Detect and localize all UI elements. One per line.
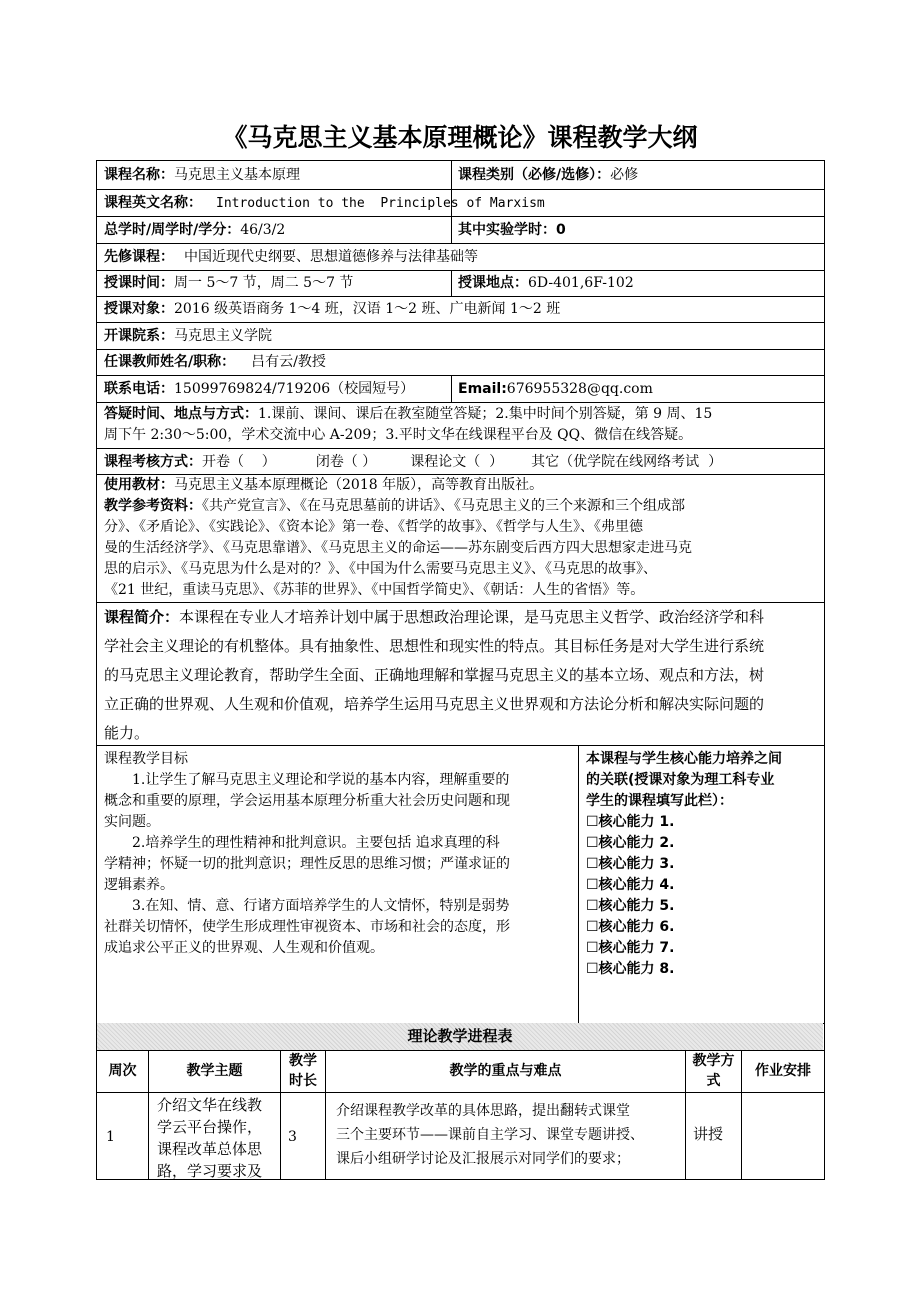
exam-cell (104, 449, 722, 475)
place-label: 授课地点： (458, 275, 528, 291)
core-ability-checkbox[interactable]: ☐核心能力 6. (586, 919, 675, 935)
header-hours-line: 时长 (289, 1073, 317, 1089)
page-title: 《马克思主义基本原理概论》课程教学大纲 (222, 123, 698, 152)
row1-method: 讲授 (693, 1125, 724, 1143)
place-cell (458, 270, 634, 296)
exam-other: 其它（优学院在线网络考试 ） (531, 454, 723, 470)
header-hours-line: 教学 (289, 1053, 317, 1069)
col-divider (578, 745, 579, 1023)
goals-line: 学精神；怀疑一切的批判意识；理性反思的思维习惯；严谨求证的 (104, 856, 510, 872)
course-type-cell (458, 162, 638, 188)
goals-line: 成追求公平正义的世界观、人生观和价值观。 (104, 940, 384, 956)
row1-topic (157, 1094, 279, 1182)
row1-week: 1 (106, 1129, 115, 1145)
qa-label: 答疑时间、地点与方式： (104, 406, 258, 422)
goals-line: 2.培养学生的理性精神和批判意识。主要包括 追求真理的科 (132, 835, 500, 851)
qa-line2: 周下午 2:30～5:00，学术交流中心 A-209；3.平时文华在线课程平台及 QQ、微信在线答疑。 (104, 427, 693, 443)
core-ability-checkbox[interactable]: ☐核心能力 2. (586, 835, 675, 851)
time-label: 授课时间： (104, 275, 174, 291)
col-divider (451, 216, 452, 243)
textbook-refs-cell (104, 475, 822, 601)
header-week: 周次 (108, 1063, 137, 1079)
course-type-value: 必修 (610, 167, 639, 183)
lab-hours-cell (458, 217, 566, 243)
row1-topic-line: 学云平台操作， (157, 1118, 263, 1136)
row1-focus (336, 1099, 684, 1171)
row-divider (96, 1092, 824, 1093)
core-ability-checkbox[interactable]: ☐核心能力 5. (586, 898, 675, 914)
header-hours (281, 1051, 325, 1091)
references-line: 《21 世纪，重读马克思》、《苏菲的世界》、《中国哲学简史》、《朝话：人生的省悟》等。 (104, 582, 645, 598)
header-focus: 教学的重点与难点 (449, 1063, 562, 1079)
references-line: 《共产党宣言》、《在马克思墓前的讲话》、《马克思主义的三个来源和三个组成部 (202, 498, 685, 514)
phone-cell (104, 376, 414, 402)
email-value: 676955328@qq.com (506, 381, 653, 397)
core-heading: 的关联(授课对象为理工科专业 (586, 772, 775, 788)
dept-label: 开课院系： (104, 328, 174, 344)
course-en-cell (104, 190, 545, 217)
header-topic: 教学主题 (186, 1063, 243, 1079)
email-label: Email: (458, 381, 507, 397)
textbook-value: 马克思主义基本原理概论（2018 年版），高等教育出版社。 (174, 477, 544, 493)
goals-line: 概念和重要的原理，学会运用基本原理分析重大社会历史问题和现 (104, 793, 510, 809)
course-name-label: 课程名称： (104, 167, 174, 183)
teacher-label: 任课教师姓名/职称： (104, 354, 236, 370)
row1-topic-line: 介绍文华在线教 (157, 1096, 263, 1114)
target-value: 2016 级英语商务 1～4 班，汉语 1～2 班、广电新闻 1～2 班 (174, 301, 561, 317)
place-value: 6D-401,6F-102 (528, 275, 634, 291)
intro-line: 学社会主义理论的有机整体。具有抽象性、思想性和现实性的特点。其目标任务是对大学生进行系统 (104, 637, 765, 655)
prereq-label: 先修课程： (104, 249, 174, 265)
goals-line: 社群关切情怀，使学生形成理性审视资本、市场和社会的态度，形 (104, 919, 510, 935)
header-method-line: 式 (706, 1073, 721, 1089)
exam-closed: 闭卷（ ） (315, 454, 377, 470)
references-line: 思的启示》、《马克思为什么是对的？》、《中国为什么需要马克思主义》、《马克思的故事》、 (104, 561, 657, 577)
course-name-value: 马克思主义基本原理 (174, 167, 300, 183)
core-ability-checkbox[interactable]: ☐核心能力 1. (586, 814, 675, 830)
lab-hours-label: 其中实验学时： (458, 222, 556, 238)
hours-cell (104, 217, 285, 243)
goals-line: 逻辑素养。 (104, 877, 174, 893)
lab-hours-value: 0 (556, 222, 566, 238)
phone-label: 联系电话： (104, 381, 174, 397)
goals-cell (104, 749, 574, 959)
core-heading: 学生的课程填写此栏）： (586, 793, 733, 809)
email-cell (458, 376, 653, 402)
core-ability-checkbox[interactable]: ☐核心能力 7. (586, 940, 675, 956)
intro-cell (104, 603, 822, 748)
intro-line: 本课程在专业人才培养计划中属于思想政治理论课，是马克思主义哲学、政治经济学和科 (179, 608, 765, 626)
prereq-cell (104, 244, 478, 270)
row1-focus-line: 介绍课程教学改革的具体思路，提出翻转式课堂 (336, 1103, 630, 1119)
exam-label: 课程考核方式： (104, 454, 202, 470)
goals-line: 1.让学生了解马克思主义理论和学说的基本内容，理解重要的 (132, 772, 510, 788)
course-type-label: 课程类别（必修/选修）： (458, 167, 611, 183)
references-line: 曼的生活经济学》、《马克思靠谱》、《马克思主义的命运——苏东剧变后西方四大思想家走进马克 (104, 540, 692, 556)
row1-hours: 3 (288, 1129, 297, 1145)
header-method-line: 教学方 (692, 1053, 735, 1069)
core-ability-checkbox[interactable]: ☐核心能力 8. (586, 961, 675, 977)
intro-line: 立正确的世界观、人生观和价值观，培养学生运用马克思主义世界观和方法论分析和解决实际问题的 (104, 695, 765, 713)
textbook-label: 使用教材： (104, 477, 174, 493)
header-method (686, 1051, 741, 1091)
goals-line: 实问题。 (104, 814, 160, 830)
header-homework: 作业安排 (755, 1063, 811, 1079)
teacher-cell (104, 349, 326, 375)
exam-open: 开卷（ ） (202, 454, 276, 470)
col-divider (451, 375, 452, 402)
exam-paper: 课程论文（ ） (410, 454, 504, 470)
course-en-label: 课程英文名称： (104, 195, 202, 211)
references-label: 教学参考资料： (104, 498, 202, 514)
dept-value: 马克思主义学院 (174, 328, 272, 344)
dept-cell (104, 323, 272, 349)
references-line: 分》、《矛盾论》、《实践论》、《资本论》第一卷、《哲学的故事》、《哲学与人生》、《弗里德 (104, 519, 643, 535)
target-cell (104, 296, 560, 322)
course-name-cell (104, 162, 300, 188)
intro-label: 课程简介： (104, 608, 180, 626)
row1-topic-line: 课程改革总体思 (157, 1140, 263, 1158)
core-heading: 本课程与学生核心能力培养之间 (586, 751, 782, 767)
teacher-value: 吕有云/教授 (251, 354, 326, 370)
hours-value: 46/3/2 (240, 222, 286, 238)
intro-line: 的马克思主义理论教育，帮助学生全面、正确地理解和掌握马克思主义的基本立场、观点和方法，树 (104, 666, 765, 684)
col-divider (451, 270, 452, 296)
row-divider (96, 402, 824, 403)
row1-focus-line: 课后小组研学讨论及汇报展示对同学们的要求； (336, 1151, 630, 1167)
time-cell (104, 270, 353, 296)
core-ability-cell (586, 749, 822, 980)
goals-heading: 课程教学目标 (104, 751, 188, 767)
row1-focus-line: 三个主要环节——课前自主学习、课堂专题讲授、 (336, 1127, 644, 1143)
intro-line: 能力。 (104, 724, 150, 742)
phone-value: 15099769824/719206（校园短号） (174, 381, 415, 397)
qa-line1: 1.课前、课间、课后在教室随堂答疑；2.集中时间个别答疑，第 9 周、15 (258, 406, 713, 422)
schedule-title: 理论教学进程表 (407, 1027, 513, 1045)
hours-label: 总学时/周学时/学分： (104, 222, 241, 238)
target-label: 授课对象： (104, 301, 174, 317)
core-ability-checkbox[interactable]: ☐核心能力 3. (586, 856, 675, 872)
row1-topic-line: 路，学习要求及 (157, 1162, 263, 1180)
prereq-value: 中国近现代史纲要、思想道德修养与法律基础等 (184, 249, 478, 265)
core-ability-checkbox[interactable]: ☐核心能力 4. (586, 877, 675, 893)
course-en-value: Introduction to the Principles of Marxism (216, 196, 545, 211)
qa-cell (104, 404, 819, 446)
goals-line: 3.在知、情、意、行诸方面培养学生的人文情怀，特别是弱势 (132, 898, 510, 914)
time-value: 周一 5～7 节，周二 5～7 节 (174, 275, 354, 291)
